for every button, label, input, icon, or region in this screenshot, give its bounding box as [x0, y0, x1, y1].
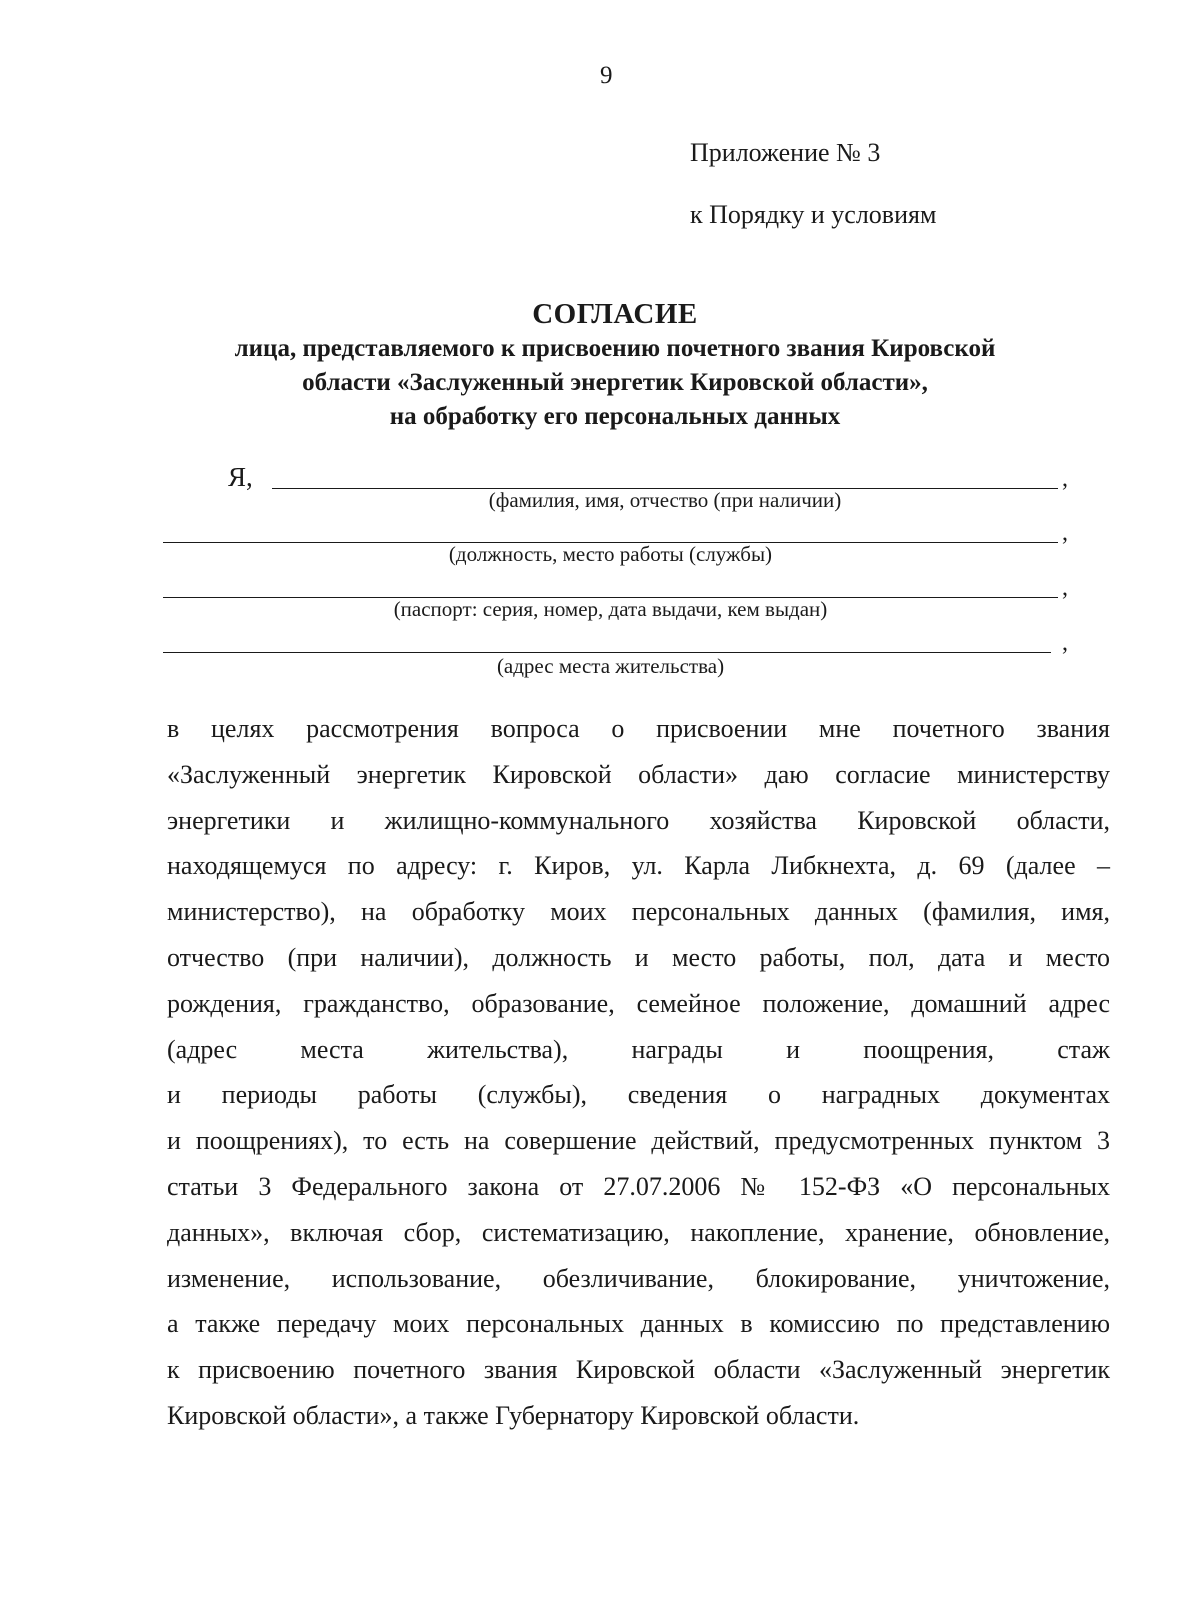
field-comma: , — [1062, 466, 1068, 492]
title-line-1: лица, представляемого к присвоению почетного звания Кировской — [234, 335, 996, 362]
appendix-number: Приложение № 3 — [690, 138, 881, 167]
body-line: «Заслуженный энергетик Кировской области» даю согласие министерству — [167, 759, 1110, 789]
address-caption: (адрес места жительства) — [496, 654, 725, 678]
body-line: данных», включая сбор, систематизацию, накопление, хранение, обновление, — [167, 1217, 1110, 1247]
name-caption: (фамилия, имя, отчество (при наличии) — [488, 488, 842, 512]
body-line: статьи 3 Федерального закона от 27.07.2006 № 152-ФЗ «О персональных — [167, 1171, 1110, 1201]
title-main: СОГЛАСИЕ — [532, 298, 698, 330]
body-line: находящемуся по адресу: г. Киров, ул. Карла Либкнехта, д. 69 (далее – — [167, 851, 1110, 881]
body-line: и периоды работы (службы), сведения о наградных документах — [167, 1080, 1110, 1110]
body-line: а также передачу моих персональных данных в комиссию по представлению — [167, 1309, 1110, 1339]
body-line: и поощрениях), то есть на совершение действий, предусмотренных пунктом 3 — [167, 1126, 1110, 1156]
field-comma: , — [1062, 630, 1068, 656]
consent-body — [167, 706, 1110, 1439]
body-line: к присвоению почетного звания Кировской области «Заслуженный энергетик — [167, 1355, 1110, 1385]
address-fill-line[interactable] — [163, 652, 1051, 653]
field-comma: , — [1062, 520, 1068, 546]
body-line: отчество (при наличии), должность и место работы, пол, дата и место — [167, 942, 1110, 972]
field-prefix: Я, — [228, 462, 253, 492]
body-line: Кировской области», а также Губернатору Кировской области. — [167, 1400, 860, 1430]
body-line: в целях рассмотрения вопроса о присвоении мне почетного звания — [167, 714, 1110, 743]
title-line-2: области «Заслуженный энергетик Кировской области», — [302, 369, 928, 396]
body-line: энергетики и жилищно-коммунального хозяйства Кировской области, — [167, 805, 1110, 835]
appendix-reference: к Порядку и условиям — [690, 200, 937, 229]
body-line: изменение, использование, обезличивание, блокирование, уничтожение, — [167, 1263, 1110, 1293]
position-caption: (должность, место работы (службы) — [448, 542, 773, 566]
passport-caption: (паспорт: серия, номер, дата выдачи, кем выдан) — [393, 597, 828, 621]
document-title — [150, 296, 1080, 434]
body-line: (адрес места жительства), награды и поощрения, стаж — [167, 1034, 1110, 1064]
body-line: министерство), на обработку моих персональных данных (фамилия, имя, — [167, 897, 1110, 927]
body-line: рождения, гражданство, образование, семейное положение, домашний адрес — [167, 988, 1110, 1018]
page-number: 9 — [600, 62, 613, 89]
field-comma: , — [1062, 575, 1068, 601]
title-line-3: на обработку его персональных данных — [389, 403, 841, 430]
